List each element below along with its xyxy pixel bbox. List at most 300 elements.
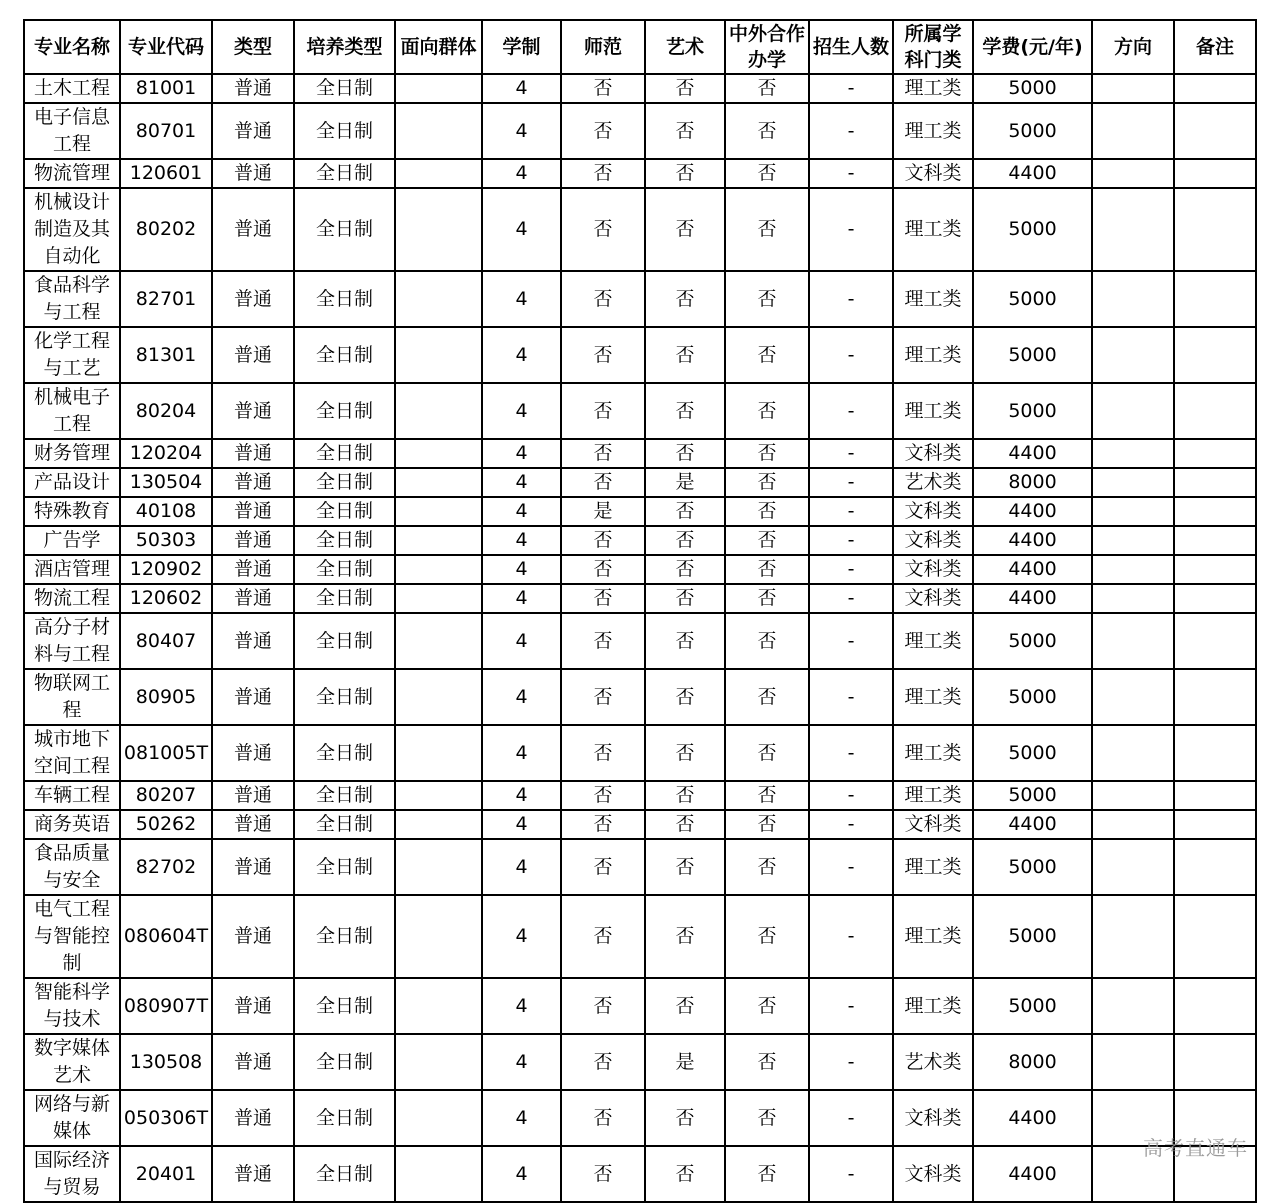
- cell-type: 普通: [212, 159, 294, 188]
- cell-type: 普通: [212, 669, 294, 725]
- table-row: [24, 468, 1256, 497]
- cell-major-name: 电子信息工程: [24, 103, 120, 159]
- cell-remarks: [1174, 584, 1256, 613]
- cell-normal: 否: [561, 74, 645, 103]
- majors-table: [23, 19, 1257, 1203]
- cell-major-code: 80202: [120, 188, 212, 271]
- cell-major-code: 50303: [120, 526, 212, 555]
- cell-type: 普通: [212, 781, 294, 810]
- cell-major-name: 食品科学与工程: [24, 271, 120, 327]
- cell-target-group: [395, 159, 482, 188]
- cell-normal: 否: [561, 103, 645, 159]
- cell-training-type: 全日制: [294, 159, 395, 188]
- header-tuition: 学费(元/年): [973, 20, 1092, 74]
- cell-target-group: [395, 497, 482, 526]
- cell-major-name: 特殊教育: [24, 497, 120, 526]
- cell-type: 普通: [212, 1146, 294, 1202]
- cell-art: 否: [645, 895, 725, 978]
- cell-normal: 否: [561, 839, 645, 895]
- cell-major-code: 80407: [120, 613, 212, 669]
- cell-direction: [1092, 781, 1174, 810]
- cell-target-group: [395, 555, 482, 584]
- cell-target-group: [395, 839, 482, 895]
- cell-direction: [1092, 439, 1174, 468]
- cell-type: 普通: [212, 584, 294, 613]
- cell-discipline: 理工类: [893, 781, 973, 810]
- cell-normal: 否: [561, 1034, 645, 1090]
- cell-art: 是: [645, 468, 725, 497]
- cell-art: 否: [645, 439, 725, 468]
- cell-major-code: 120204: [120, 439, 212, 468]
- cell-enrollment: -: [809, 159, 893, 188]
- cell-type: 普通: [212, 613, 294, 669]
- cell-direction: [1092, 159, 1174, 188]
- cell-tuition: 8000: [973, 1034, 1092, 1090]
- cell-target-group: [395, 1146, 482, 1202]
- cell-training-type: 全日制: [294, 725, 395, 781]
- cell-joint-program: 否: [725, 669, 809, 725]
- cell-discipline: 文科类: [893, 555, 973, 584]
- cell-tuition: 5000: [973, 271, 1092, 327]
- cell-tuition: 4400: [973, 584, 1092, 613]
- cell-tuition: 5000: [973, 839, 1092, 895]
- cell-remarks: [1174, 725, 1256, 781]
- cell-major-name: 机械设计制造及其自动化: [24, 188, 120, 271]
- cell-target-group: [395, 74, 482, 103]
- cell-duration: 4: [482, 327, 561, 383]
- cell-major-code: 120902: [120, 555, 212, 584]
- cell-target-group: [395, 895, 482, 978]
- cell-normal: 否: [561, 383, 645, 439]
- cell-major-code: 081005T: [120, 725, 212, 781]
- cell-tuition: 4400: [973, 439, 1092, 468]
- cell-tuition: 5000: [973, 669, 1092, 725]
- cell-target-group: [395, 271, 482, 327]
- cell-discipline: 文科类: [893, 439, 973, 468]
- cell-major-code: 080907T: [120, 978, 212, 1034]
- table-row: [24, 1146, 1256, 1202]
- cell-type: 普通: [212, 188, 294, 271]
- cell-direction: [1092, 271, 1174, 327]
- cell-joint-program: 否: [725, 810, 809, 839]
- cell-discipline: 理工类: [893, 188, 973, 271]
- cell-art: 否: [645, 159, 725, 188]
- cell-training-type: 全日制: [294, 188, 395, 271]
- cell-discipline: 理工类: [893, 895, 973, 978]
- cell-tuition: 8000: [973, 468, 1092, 497]
- cell-major-name: 产品设计: [24, 468, 120, 497]
- cell-remarks: [1174, 497, 1256, 526]
- cell-remarks: [1174, 383, 1256, 439]
- cell-training-type: 全日制: [294, 584, 395, 613]
- cell-major-code: 80701: [120, 103, 212, 159]
- cell-remarks: [1174, 613, 1256, 669]
- cell-joint-program: 否: [725, 895, 809, 978]
- cell-major-code: 40108: [120, 497, 212, 526]
- cell-art: 否: [645, 1090, 725, 1146]
- cell-enrollment: -: [809, 669, 893, 725]
- cell-major-code: 080604T: [120, 895, 212, 978]
- cell-type: 普通: [212, 468, 294, 497]
- table-row: [24, 613, 1256, 669]
- cell-target-group: [395, 978, 482, 1034]
- cell-normal: 是: [561, 497, 645, 526]
- cell-type: 普通: [212, 1034, 294, 1090]
- cell-major-name: 国际经济与贸易: [24, 1146, 120, 1202]
- cell-joint-program: 否: [725, 383, 809, 439]
- cell-remarks: [1174, 74, 1256, 103]
- cell-art: 否: [645, 497, 725, 526]
- cell-discipline: 理工类: [893, 669, 973, 725]
- cell-normal: 否: [561, 327, 645, 383]
- cell-joint-program: 否: [725, 725, 809, 781]
- cell-direction: [1092, 1034, 1174, 1090]
- cell-tuition: 5000: [973, 103, 1092, 159]
- cell-tuition: 5000: [973, 327, 1092, 383]
- cell-duration: 4: [482, 839, 561, 895]
- cell-major-name: 车辆工程: [24, 781, 120, 810]
- cell-enrollment: -: [809, 725, 893, 781]
- cell-duration: 4: [482, 468, 561, 497]
- cell-direction: [1092, 188, 1174, 271]
- cell-training-type: 全日制: [294, 895, 395, 978]
- cell-normal: 否: [561, 895, 645, 978]
- cell-art: 否: [645, 526, 725, 555]
- cell-training-type: 全日制: [294, 781, 395, 810]
- cell-type: 普通: [212, 327, 294, 383]
- cell-tuition: 5000: [973, 188, 1092, 271]
- cell-duration: 4: [482, 895, 561, 978]
- cell-major-code: 050306T: [120, 1090, 212, 1146]
- cell-discipline: 艺术类: [893, 468, 973, 497]
- cell-tuition: 5000: [973, 725, 1092, 781]
- cell-type: 普通: [212, 1090, 294, 1146]
- cell-duration: 4: [482, 613, 561, 669]
- cell-direction: [1092, 383, 1174, 439]
- cell-tuition: 5000: [973, 613, 1092, 669]
- cell-normal: 否: [561, 188, 645, 271]
- cell-joint-program: 否: [725, 1034, 809, 1090]
- cell-major-name: 机械电子工程: [24, 383, 120, 439]
- header-normal: 师范: [561, 20, 645, 74]
- cell-remarks: [1174, 781, 1256, 810]
- cell-major-code: 81301: [120, 327, 212, 383]
- cell-duration: 4: [482, 439, 561, 468]
- cell-enrollment: -: [809, 526, 893, 555]
- table-row: [24, 271, 1256, 327]
- cell-direction: [1092, 526, 1174, 555]
- cell-tuition: 5000: [973, 895, 1092, 978]
- cell-type: 普通: [212, 839, 294, 895]
- cell-duration: 4: [482, 526, 561, 555]
- cell-direction: [1092, 669, 1174, 725]
- cell-normal: 否: [561, 468, 645, 497]
- cell-target-group: [395, 613, 482, 669]
- cell-target-group: [395, 439, 482, 468]
- cell-enrollment: -: [809, 271, 893, 327]
- cell-joint-program: 否: [725, 103, 809, 159]
- header-remarks: 备注: [1174, 20, 1256, 74]
- cell-discipline: 理工类: [893, 383, 973, 439]
- cell-direction: [1092, 468, 1174, 497]
- cell-major-code: 120601: [120, 159, 212, 188]
- header-major-code: 专业代码: [120, 20, 212, 74]
- cell-direction: [1092, 74, 1174, 103]
- cell-enrollment: -: [809, 468, 893, 497]
- cell-major-name: 食品质量与安全: [24, 839, 120, 895]
- cell-major-code: 80204: [120, 383, 212, 439]
- table-row: [24, 327, 1256, 383]
- cell-target-group: [395, 468, 482, 497]
- cell-normal: 否: [561, 555, 645, 584]
- cell-enrollment: -: [809, 1146, 893, 1202]
- cell-discipline: 文科类: [893, 810, 973, 839]
- cell-major-code: 120602: [120, 584, 212, 613]
- cell-duration: 4: [482, 1146, 561, 1202]
- cell-art: 否: [645, 383, 725, 439]
- majors-table-container: [23, 19, 1257, 1203]
- cell-direction: [1092, 725, 1174, 781]
- cell-joint-program: 否: [725, 526, 809, 555]
- table-row: [24, 159, 1256, 188]
- cell-remarks: [1174, 327, 1256, 383]
- cell-art: 否: [645, 327, 725, 383]
- cell-major-name: 高分子材料与工程: [24, 613, 120, 669]
- cell-target-group: [395, 327, 482, 383]
- table-row: [24, 1090, 1256, 1146]
- cell-enrollment: -: [809, 781, 893, 810]
- cell-target-group: [395, 526, 482, 555]
- cell-type: 普通: [212, 978, 294, 1034]
- cell-type: 普通: [212, 103, 294, 159]
- cell-enrollment: -: [809, 839, 893, 895]
- cell-major-code: 80207: [120, 781, 212, 810]
- cell-discipline: 理工类: [893, 839, 973, 895]
- cell-direction: [1092, 327, 1174, 383]
- cell-normal: 否: [561, 810, 645, 839]
- table-row: [24, 439, 1256, 468]
- cell-normal: 否: [561, 781, 645, 810]
- cell-major-name: 数字媒体艺术: [24, 1034, 120, 1090]
- cell-enrollment: -: [809, 810, 893, 839]
- cell-discipline: 文科类: [893, 1090, 973, 1146]
- cell-discipline: 理工类: [893, 327, 973, 383]
- cell-joint-program: 否: [725, 584, 809, 613]
- table-body: [24, 74, 1256, 1202]
- cell-art: 否: [645, 584, 725, 613]
- cell-discipline: 理工类: [893, 978, 973, 1034]
- cell-type: 普通: [212, 725, 294, 781]
- cell-normal: 否: [561, 439, 645, 468]
- cell-art: 否: [645, 271, 725, 327]
- cell-direction: [1092, 584, 1174, 613]
- cell-major-code: 130504: [120, 468, 212, 497]
- watermark: 高考直通车: [1143, 1136, 1248, 1160]
- cell-normal: 否: [561, 669, 645, 725]
- header-type: 类型: [212, 20, 294, 74]
- cell-major-code: 20401: [120, 1146, 212, 1202]
- cell-target-group: [395, 725, 482, 781]
- cell-normal: 否: [561, 271, 645, 327]
- cell-normal: 否: [561, 526, 645, 555]
- cell-tuition: 4400: [973, 1090, 1092, 1146]
- cell-duration: 4: [482, 1034, 561, 1090]
- cell-art: 否: [645, 669, 725, 725]
- cell-remarks: [1174, 810, 1256, 839]
- cell-target-group: [395, 781, 482, 810]
- cell-remarks: [1174, 103, 1256, 159]
- cell-art: 否: [645, 978, 725, 1034]
- cell-duration: 4: [482, 725, 561, 781]
- cell-direction: [1092, 978, 1174, 1034]
- cell-major-code: 130508: [120, 1034, 212, 1090]
- cell-major-name: 广告学: [24, 526, 120, 555]
- cell-joint-program: 否: [725, 159, 809, 188]
- cell-major-code: 50262: [120, 810, 212, 839]
- cell-normal: 否: [561, 159, 645, 188]
- cell-major-name: 电气工程与智能控制: [24, 895, 120, 978]
- cell-art: 否: [645, 555, 725, 584]
- header-discipline: 所属学科门类: [893, 20, 973, 74]
- cell-art: 是: [645, 1034, 725, 1090]
- cell-joint-program: 否: [725, 327, 809, 383]
- cell-training-type: 全日制: [294, 613, 395, 669]
- cell-major-name: 土木工程: [24, 74, 120, 103]
- cell-major-name: 网络与新媒体: [24, 1090, 120, 1146]
- cell-major-name: 物流管理: [24, 159, 120, 188]
- cell-discipline: 理工类: [893, 103, 973, 159]
- cell-enrollment: -: [809, 439, 893, 468]
- cell-training-type: 全日制: [294, 978, 395, 1034]
- cell-enrollment: -: [809, 555, 893, 584]
- cell-target-group: [395, 1090, 482, 1146]
- cell-direction: [1092, 555, 1174, 584]
- table-row: [24, 584, 1256, 613]
- cell-joint-program: 否: [725, 188, 809, 271]
- cell-training-type: 全日制: [294, 526, 395, 555]
- cell-training-type: 全日制: [294, 1090, 395, 1146]
- cell-art: 否: [645, 188, 725, 271]
- cell-joint-program: 否: [725, 497, 809, 526]
- cell-discipline: 文科类: [893, 1146, 973, 1202]
- cell-tuition: 5000: [973, 74, 1092, 103]
- cell-art: 否: [645, 725, 725, 781]
- cell-duration: 4: [482, 810, 561, 839]
- cell-enrollment: -: [809, 327, 893, 383]
- cell-tuition: 4400: [973, 497, 1092, 526]
- cell-type: 普通: [212, 555, 294, 584]
- cell-major-name: 智能科学与技术: [24, 978, 120, 1034]
- table-row: [24, 725, 1256, 781]
- cell-training-type: 全日制: [294, 810, 395, 839]
- cell-discipline: 理工类: [893, 74, 973, 103]
- header-target-group: 面向群体: [395, 20, 482, 74]
- cell-discipline: 文科类: [893, 159, 973, 188]
- cell-duration: 4: [482, 781, 561, 810]
- table-row: [24, 781, 1256, 810]
- cell-training-type: 全日制: [294, 383, 395, 439]
- cell-discipline: 艺术类: [893, 1034, 973, 1090]
- cell-direction: [1092, 895, 1174, 978]
- cell-remarks: [1174, 468, 1256, 497]
- cell-type: 普通: [212, 526, 294, 555]
- cell-remarks: [1174, 526, 1256, 555]
- cell-remarks: [1174, 555, 1256, 584]
- cell-remarks: [1174, 188, 1256, 271]
- cell-type: 普通: [212, 383, 294, 439]
- cell-enrollment: -: [809, 895, 893, 978]
- cell-duration: 4: [482, 497, 561, 526]
- cell-type: 普通: [212, 439, 294, 468]
- cell-major-code: 81001: [120, 74, 212, 103]
- cell-major-name: 财务管理: [24, 439, 120, 468]
- cell-duration: 4: [482, 74, 561, 103]
- cell-type: 普通: [212, 74, 294, 103]
- cell-target-group: [395, 1034, 482, 1090]
- cell-training-type: 全日制: [294, 555, 395, 584]
- header-direction: 方向: [1092, 20, 1174, 74]
- cell-duration: 4: [482, 383, 561, 439]
- cell-normal: 否: [561, 1146, 645, 1202]
- cell-joint-program: 否: [725, 613, 809, 669]
- cell-duration: 4: [482, 271, 561, 327]
- cell-training-type: 全日制: [294, 327, 395, 383]
- header-art: 艺术: [645, 20, 725, 74]
- table-row: [24, 497, 1256, 526]
- cell-training-type: 全日制: [294, 271, 395, 327]
- header-joint-program: 中外合作办学: [725, 20, 809, 74]
- cell-major-code: 82701: [120, 271, 212, 327]
- cell-target-group: [395, 188, 482, 271]
- table-row: [24, 103, 1256, 159]
- cell-training-type: 全日制: [294, 497, 395, 526]
- cell-remarks: [1174, 978, 1256, 1034]
- cell-tuition: 4400: [973, 555, 1092, 584]
- cell-direction: [1092, 103, 1174, 159]
- cell-discipline: 理工类: [893, 613, 973, 669]
- cell-tuition: 4400: [973, 1146, 1092, 1202]
- cell-duration: 4: [482, 1090, 561, 1146]
- cell-joint-program: 否: [725, 74, 809, 103]
- cell-target-group: [395, 810, 482, 839]
- cell-joint-program: 否: [725, 439, 809, 468]
- cell-enrollment: -: [809, 383, 893, 439]
- table-row: [24, 1034, 1256, 1090]
- table-row: [24, 555, 1256, 584]
- cell-training-type: 全日制: [294, 103, 395, 159]
- cell-art: 否: [645, 103, 725, 159]
- cell-direction: [1092, 613, 1174, 669]
- cell-direction: [1092, 839, 1174, 895]
- cell-training-type: 全日制: [294, 1146, 395, 1202]
- cell-major-code: 82702: [120, 839, 212, 895]
- cell-tuition: 4400: [973, 810, 1092, 839]
- cell-duration: 4: [482, 103, 561, 159]
- cell-enrollment: -: [809, 103, 893, 159]
- cell-type: 普通: [212, 497, 294, 526]
- cell-type: 普通: [212, 895, 294, 978]
- cell-normal: 否: [561, 613, 645, 669]
- cell-enrollment: -: [809, 74, 893, 103]
- cell-remarks: [1174, 839, 1256, 895]
- cell-tuition: 4400: [973, 159, 1092, 188]
- cell-joint-program: 否: [725, 468, 809, 497]
- cell-duration: 4: [482, 188, 561, 271]
- cell-art: 否: [645, 781, 725, 810]
- cell-tuition: 4400: [973, 526, 1092, 555]
- cell-target-group: [395, 383, 482, 439]
- cell-type: 普通: [212, 271, 294, 327]
